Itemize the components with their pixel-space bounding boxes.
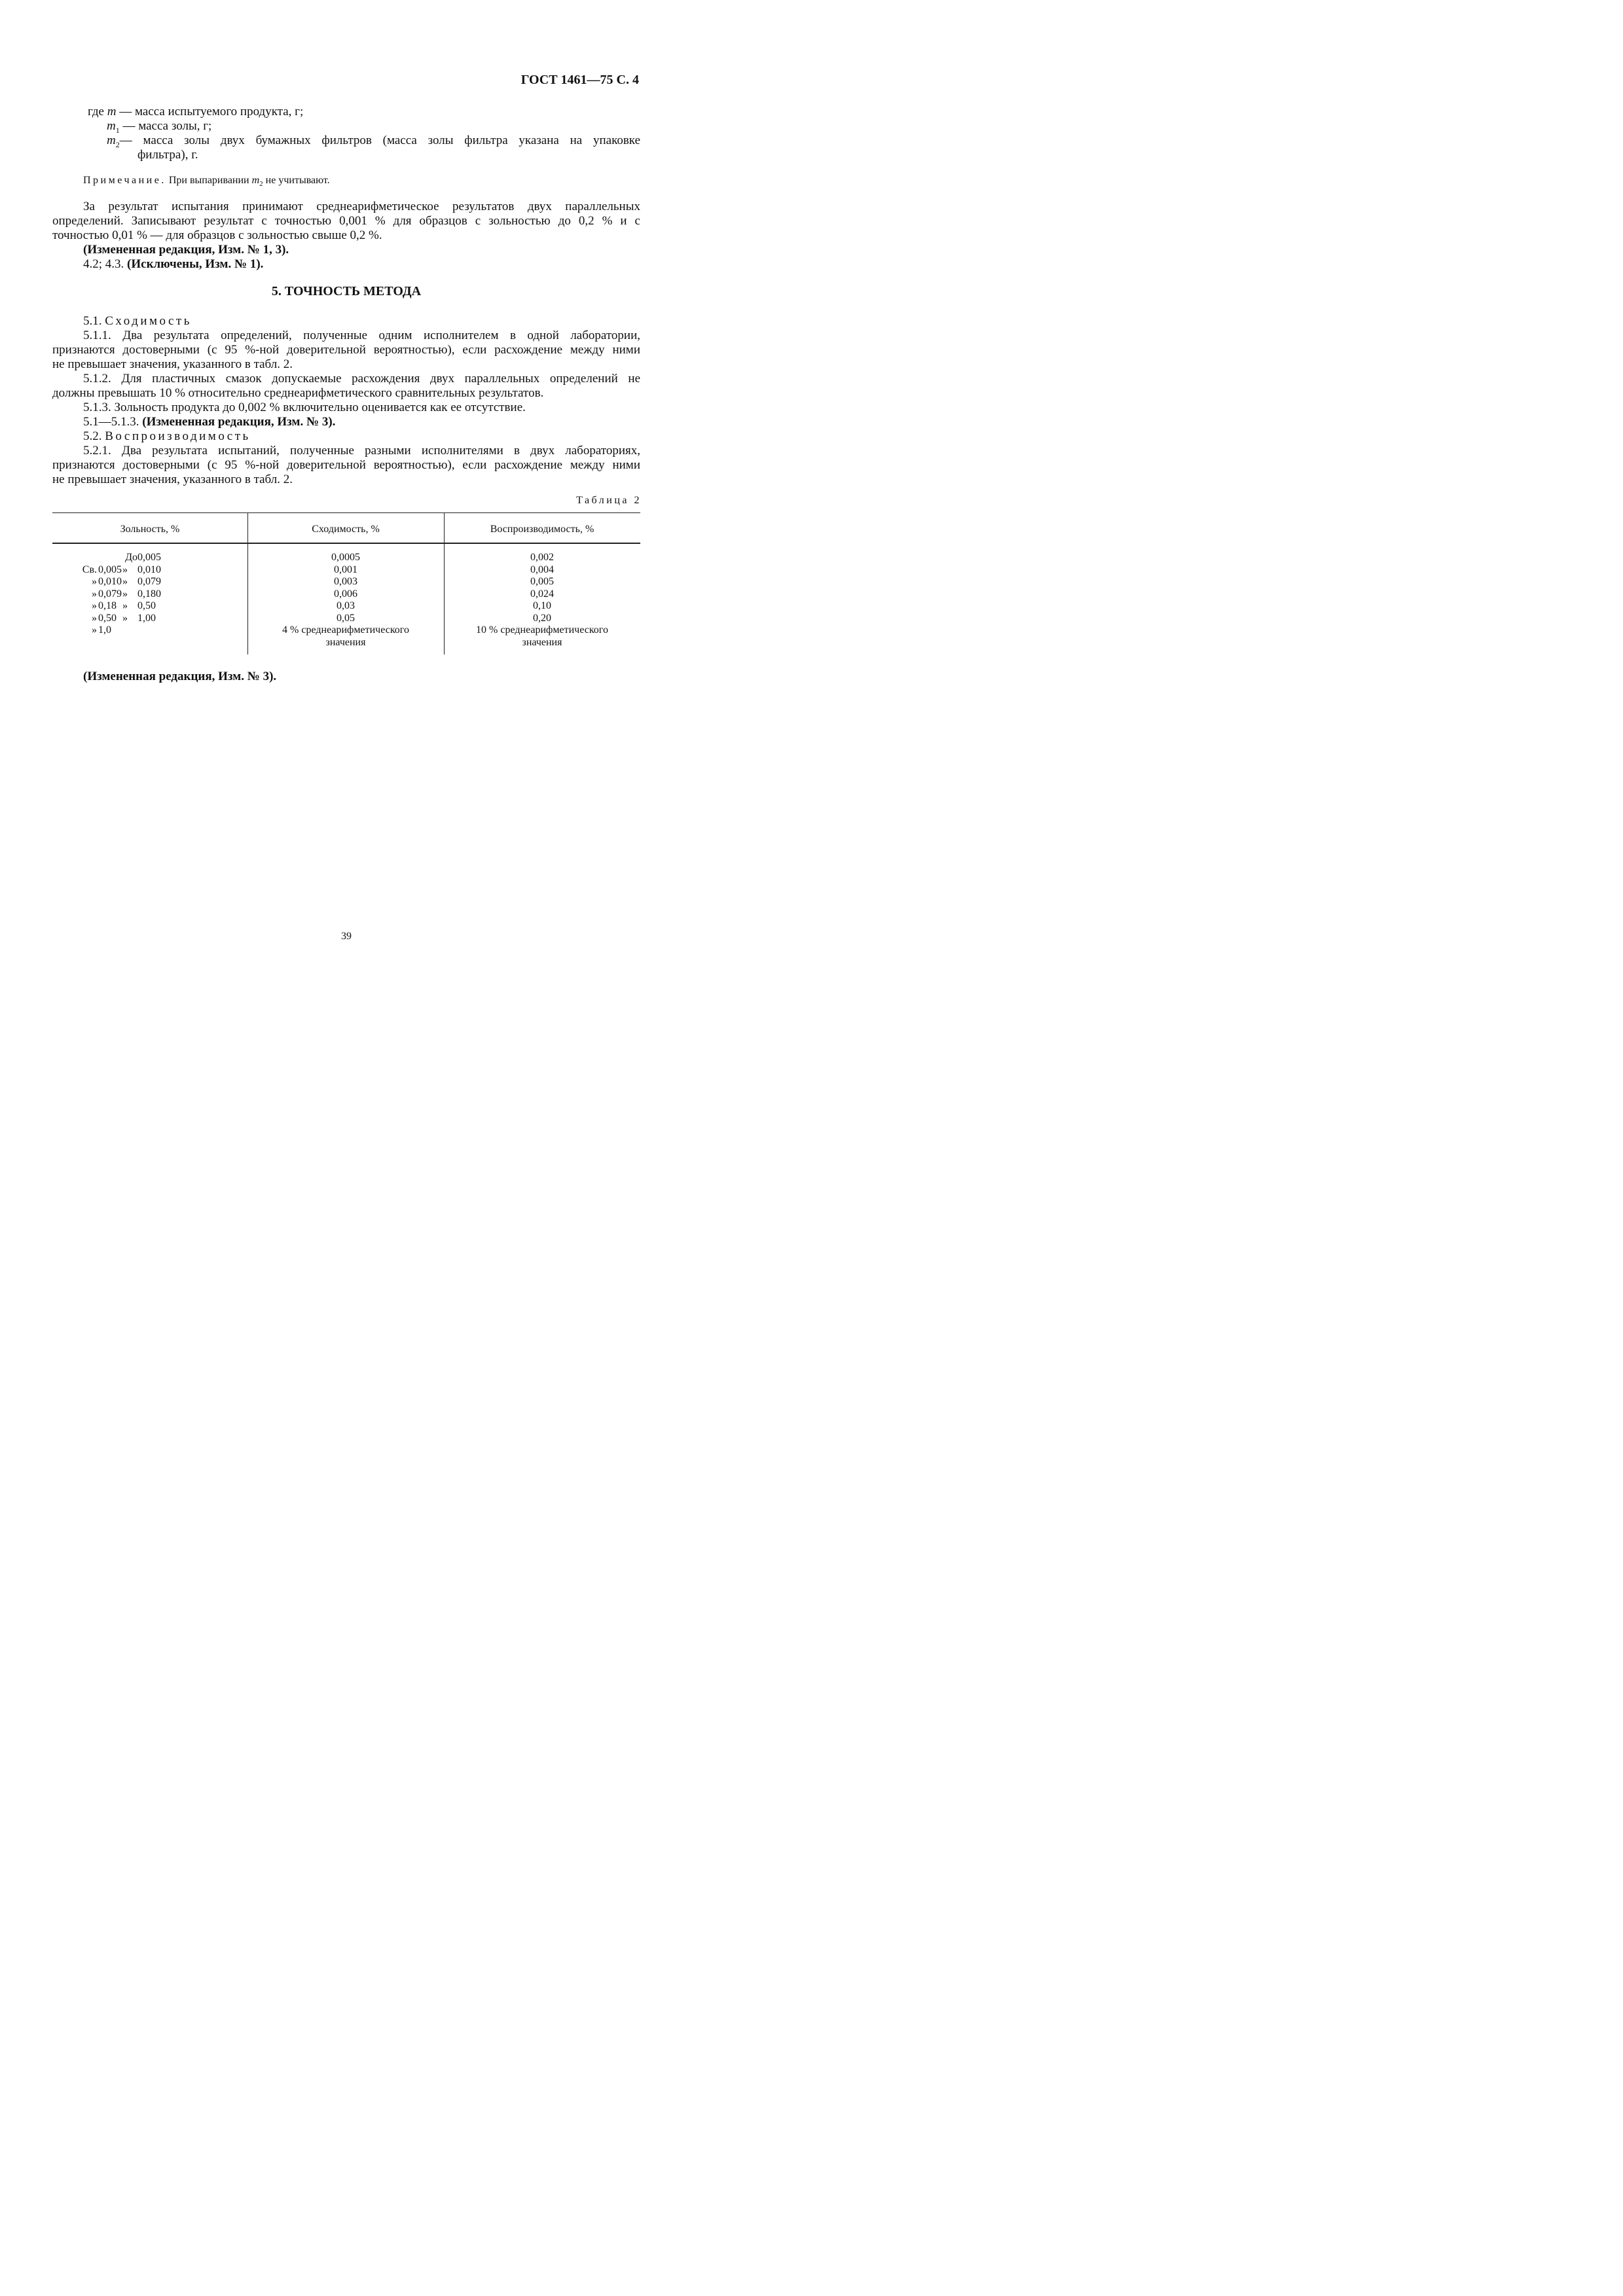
subsection-5-1: [83, 314, 192, 329]
table-header-rule: [52, 543, 640, 544]
table-cell-reproducibility: 10 % среднеарифметического: [476, 624, 608, 636]
table-cell-convergence: 0,0005: [331, 552, 360, 563]
table-cell-reproducibility: 0,005: [530, 576, 554, 587]
where-line-1: [88, 105, 303, 119]
table-cell-reproducibility: 0,20: [533, 612, 551, 624]
table-header-reproducibility: Воспроизводимость, %: [490, 524, 594, 535]
symbol-m2-sub: 2: [115, 139, 120, 149]
table-header-ash: Зольность, %: [120, 524, 180, 535]
table-cell-ash-sep: »: [122, 576, 128, 587]
table-cell-reproducibility: 0,10: [533, 600, 551, 611]
table-cell-ash-from: 0,005: [98, 564, 122, 575]
table-header-convergence: Сходимость, %: [312, 524, 380, 535]
table-cell-reproducibility: 0,004: [530, 564, 554, 575]
p512-line-1: 5.1.2. Для пластичных смазок допускаемые расхождения двух параллельных определений не: [83, 372, 640, 386]
table-cell-ash-sep: »: [122, 600, 128, 611]
table-cell-ash-to: 0,180: [137, 588, 161, 600]
table-cell-ash-sep: »: [122, 564, 128, 575]
section-title: 5. ТОЧНОСТЬ МЕТОДА: [271, 284, 422, 298]
document-page: [0, 0, 720, 1019]
note: [83, 174, 330, 190]
result-line-3: точностью 0,01 % — для образцов с зольностью свыше 0,2 %.: [52, 228, 382, 242]
table-cell-ash-to: 1,00: [137, 612, 156, 624]
note-symbol-sub: 2: [259, 180, 263, 188]
symbol-m: m: [107, 105, 117, 118]
note-symbol: m: [251, 175, 260, 186]
subsection-5-1-num: 5.1.: [83, 314, 102, 328]
p521-line-2: признаются достоверными (с 95 %-ной доверительной вероятностью), если расхождение между ними: [52, 458, 640, 472]
p521-line-3: не превышает значения, указанного в табл. 2.: [52, 473, 293, 486]
amendment-note-3: (Измененная редакция, Изм. № 3).: [83, 670, 277, 683]
where-text-3: — масса золы двух бумажных фильтров (масса золы фильтра указана на упаковке: [119, 134, 640, 147]
table-cell-ash-prefix: Св.: [82, 564, 97, 575]
amendment-note-1: (Измененная редакция, Изм. № 1, 3).: [83, 243, 289, 257]
table-cell-ash-prefix: »: [92, 600, 97, 611]
where-prefix: где: [88, 105, 104, 118]
symbol-m1-sub: 1: [115, 125, 120, 135]
table-cell-ash-prefix: »: [92, 588, 97, 600]
table-cell-convergence: значения: [325, 636, 366, 648]
table-caption: Таблица 2: [576, 495, 642, 506]
table-cell-convergence: 0,006: [334, 588, 357, 600]
amendment-note-2: [83, 415, 335, 429]
p511-line-2: признаются достоверными (с 95 %-ной доверительной вероятностью), если расхождение между ними: [52, 343, 640, 357]
p521-line-1: 5.2.1. Два результата испытаний, полученные разными исполнителями в двух лабораториях,: [83, 444, 640, 457]
table-cell-ash-sep: »: [122, 588, 128, 600]
subsection-5-2-num: 5.2.: [83, 429, 102, 443]
excluded-bold: (Исключены, Изм. № 1).: [127, 257, 264, 271]
table-cell-ash-prefix: »: [92, 612, 97, 624]
table-cell-ash-to: 0,005: [137, 552, 161, 563]
table-cell-ash-to: 0,010: [137, 564, 161, 575]
table-cell-convergence: 0,001: [334, 564, 357, 575]
p513: 5.1.3. Зольность продукта до 0,002 % включительно оценивается как ее отсутствие.: [83, 401, 526, 414]
p511-line-1: 5.1.1. Два результата определений, полученные одним исполнителем в одной лаборатории,: [83, 329, 640, 342]
symbol-m1: m: [107, 119, 116, 133]
table-cell-ash-from: 0,079: [98, 588, 122, 600]
note-text-2: не учитывают.: [265, 175, 330, 186]
subsection-5-2: [83, 429, 251, 444]
page-header: ГОСТ 1461—75 С. 4: [520, 73, 639, 87]
table-cell-convergence: 4 % среднеарифметического: [282, 624, 409, 636]
excluded-prefix: 4.2; 4.3.: [83, 257, 124, 271]
table-cell-ash-prefix: »: [92, 576, 97, 587]
note-text-1: При выпаривании: [168, 175, 249, 186]
table-cell-ash-sep: »: [122, 612, 128, 624]
table-cell-ash-prefix: »: [92, 624, 97, 636]
table-cell-convergence: 0,03: [337, 600, 355, 611]
table-top-rule: [52, 512, 640, 513]
where-line-3b: фильтра), г.: [137, 148, 198, 162]
table-cell-reproducibility: значения: [522, 636, 562, 648]
subsection-5-2-title: Воспроизводимость: [105, 429, 251, 443]
table-cell-ash-to: 0,079: [137, 576, 161, 587]
table-cell-ash-from: 0,50: [98, 612, 117, 624]
table-cell-ash-from: До: [125, 552, 137, 563]
table-cell-convergence: 0,003: [334, 576, 357, 587]
subsection-5-1-title: Сходимость: [105, 314, 192, 328]
result-line-2: определений. Записывают результат с точностью 0,001 % для образцов с зольностью до 0,2 % и с: [52, 214, 640, 228]
table-cell-reproducibility: 0,002: [530, 552, 554, 563]
note-label: Примечание.: [83, 175, 166, 186]
table-cell-ash-from: 0,18: [98, 600, 117, 611]
amendment-2-prefix: 5.1—5.1.3.: [83, 415, 139, 429]
p511-line-3: не превышает значения, указанного в табл. 2.: [52, 357, 293, 371]
p512-line-2: должны превышать 10 % относительно среднеарифметического сравнительных результатов.: [52, 386, 544, 400]
table-cell-ash-from: 0,010: [98, 576, 122, 587]
amendment-2-bold: (Измененная редакция, Изм. № 3).: [142, 415, 336, 429]
table-cell-reproducibility: 0,024: [530, 588, 554, 600]
excluded-note: [83, 257, 263, 272]
where-text-1: — масса испытуемого продукта, г;: [119, 105, 304, 118]
table-cell-ash-to: 0,50: [137, 600, 156, 611]
page-number: 39: [341, 931, 352, 942]
symbol-m2: m: [107, 134, 116, 147]
table-cell-convergence: 0,05: [337, 612, 355, 624]
result-line-1: За результат испытания принимают среднеарифметическое результатов двух параллельных: [83, 200, 640, 213]
where-text-2: — масса золы, г;: [122, 119, 212, 133]
table-cell-ash-from: 1,0: [98, 624, 111, 636]
